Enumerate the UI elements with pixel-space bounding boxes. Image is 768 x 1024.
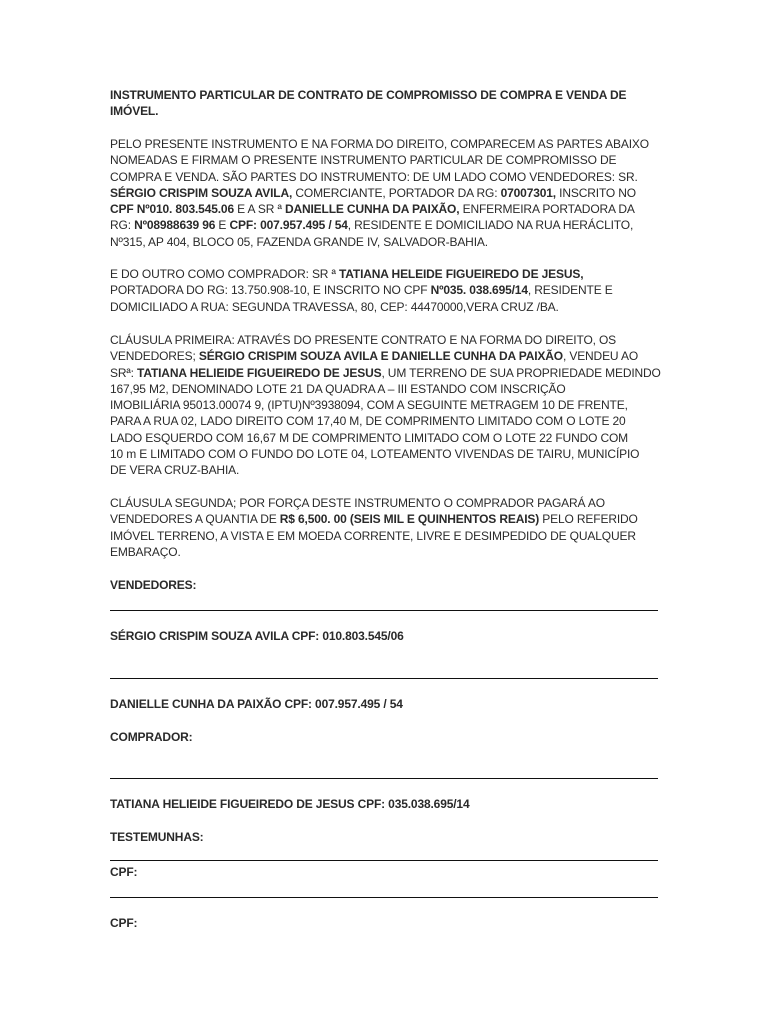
- text-line: [110, 413, 660, 429]
- buyer-label: COMPRADOR:: [110, 730, 193, 744]
- text-line: [110, 185, 660, 201]
- bold-text-run: TATIANA HELEIDE FIGUEIREDO DE JESUS,: [338, 267, 584, 281]
- text-run: E DO OUTRO COMO COMPRADOR: SR ª: [110, 267, 339, 281]
- text-run: IMÓVEL TERRENO, A VISTA E EM MOEDA CORRENTE, LIVRE E DESIMPEDIDO DE QUALQUER: [110, 528, 636, 543]
- signature-line-witness1: [110, 860, 658, 861]
- text-run: COMPRA E VENDA. SÃO PARTES DO INSTRUMENTO: DE UM LADO COMO VENDEDORES: SR.: [110, 169, 638, 184]
- bold-text-run: 07007301,: [500, 185, 556, 200]
- text-run: VENDEDORES A QUANTIA DE: [110, 512, 280, 527]
- text-run: CLÁUSULA PRIMEIRA: ATRAVÉS DO PRESENTE CONTRATO E NA FORMA DO DIREITO, OS: [110, 333, 617, 347]
- text-run: IMOBILIÁRIA 95013.00074 9, (IPTU)Nº3938094, COM A SEGUINTE METRAGEM 10 DE FRENTE,: [110, 398, 628, 413]
- text-line: [110, 152, 660, 168]
- witnesses-label: TESTEMUNHAS:: [110, 830, 204, 844]
- text-run: COMERCIANTE, PORTADOR DA RG:: [292, 185, 501, 200]
- text-line: [110, 511, 660, 527]
- text-run: PELO PRESENTE INSTRUMENTO E NA FORMA DO DIREITO, COMPARECEM AS PARTES ABAIXO: [110, 137, 649, 151]
- signature-line-buyer: [110, 778, 658, 779]
- text-run: 10 m E LIMITADO COM O FUNDO DO LOTE 04, LOTEAMENTO VIVENDAS DE TAIRU, MUNICÍPIO: [110, 447, 640, 462]
- bold-text-run: CPF: 007.957.495 / 54: [229, 218, 348, 233]
- paragraph-clause-two: [110, 495, 660, 560]
- text-run: , VENDEU AO: [562, 349, 639, 364]
- text-run: , RESIDENTE E: [527, 283, 613, 298]
- text-run: Nº315, AP 404, BLOCO 05, FAZENDA GRANDE IV, SALVADOR-BAHIA.: [110, 234, 488, 249]
- text-line: [110, 136, 660, 152]
- text-run: INSCRITO NO: [555, 185, 636, 200]
- text-line: [110, 282, 660, 298]
- text-line: [110, 266, 660, 282]
- text-run: CLÁUSULA SEGUNDA; POR FORÇA DESTE INSTRUMENTO O COMPRADOR PAGARÁ AO: [110, 496, 605, 510]
- sellers-label: VENDEDORES:: [110, 578, 197, 592]
- text-run: PORTADORA DO RG: 13.750.908-10, E INSCRITO NO CPF: [110, 283, 431, 298]
- text-line: [110, 169, 660, 185]
- text-run: , UM TERRENO DE SUA PROPRIEDADE MEDINDO: [381, 365, 661, 380]
- text-run: PELO REFERIDO: [539, 512, 638, 527]
- text-run: SRª:: [110, 365, 138, 380]
- text-run: RG:: [110, 218, 135, 233]
- text-line: [110, 299, 660, 315]
- text-line: [110, 381, 660, 397]
- paragraph-parties-sellers: [110, 136, 660, 250]
- text-line: [110, 348, 660, 364]
- buyer-signature-name: TATIANA HELIEIDE FIGUEIREDO DE JESUS CPF: 035.038.695/14: [110, 797, 470, 811]
- text-run: 167,95 M2, DENOMINADO LOTE 21 DA QUADRA A – III ESTANDO COM INSCRIÇÃO: [110, 381, 566, 396]
- witness2-cpf: CPF:: [110, 916, 138, 930]
- text-run: DE VERA CRUZ-BAHIA.: [110, 463, 240, 478]
- bold-text-run: TATIANA HELIEIDE FIGUEIREDO DE JESUS: [137, 365, 382, 380]
- contract-title: [110, 87, 660, 120]
- bold-text-run: Nº08988639 96: [134, 218, 216, 233]
- text-run: DOMICILIADO A RUA: SEGUNDA TRAVESSA, 80, CEP: 44470000,VERA CRUZ /BA.: [110, 299, 559, 314]
- text-run: ENFERMEIRA PORTADORA DA: [459, 202, 635, 217]
- bold-text-run: SÉRGIO CRISPIM SOUZA AVILA E DANIELLE CUNHA DA PAIXÃO: [198, 349, 563, 364]
- title-line-1: INSTRUMENTO PARTICULAR DE CONTRATO DE COMPROMISSO DE COMPRA E VENDA DE: [110, 88, 627, 102]
- text-line: [110, 446, 660, 462]
- bold-text-run: DANIELLE CUNHA DA PAIXÃO,: [284, 202, 460, 217]
- text-run: PARA A RUA 02, LADO DIREITO COM 17,40 M, DE COMPRIMENTO LIMITADO COM O LOTE 20: [110, 414, 626, 429]
- text-line: [110, 201, 660, 217]
- text-line: [110, 365, 660, 381]
- paragraph-clause-one: [110, 332, 660, 479]
- text-line: [110, 234, 660, 250]
- text-run: LADO ESQUERDO COM 16,67 M DE COMPRIMENTO LIMITADO COM O LOTE 22 FUNDO COM: [110, 430, 629, 445]
- text-line: [110, 332, 660, 348]
- paragraph-buyer: [110, 266, 660, 315]
- text-run: NOMEADAS E FIRMAM O PRESENTE INSTRUMENTO PARTICULAR DE COMPROMISSO DE: [110, 153, 617, 168]
- text-run: , RESIDENTE E DOMICILIADO NA RUA HERÁCLITO,: [347, 218, 634, 233]
- text-run: VENDEDORES;: [110, 349, 199, 364]
- signature-line-seller1: [110, 610, 658, 611]
- bold-text-run: R$ 6,500. 00 (SEIS MIL E QUINHENTOS REAIS): [279, 512, 540, 527]
- bold-text-run: SÉRGIO CRISPIM SOUZA AVILA,: [110, 185, 293, 200]
- text-line: [110, 462, 660, 478]
- text-run: EMBARAÇO.: [110, 544, 181, 559]
- text-line: [110, 544, 660, 560]
- bold-text-run: Nº035. 038.695/14: [430, 283, 528, 298]
- text-run: E: [215, 218, 230, 233]
- witness1-cpf: CPF:: [110, 865, 138, 879]
- text-run: E A SR ª: [233, 202, 285, 217]
- text-line: [110, 495, 660, 511]
- text-line: [110, 217, 660, 233]
- title-line-2: IMÓVEL.: [110, 104, 159, 119]
- seller2-signature-name: DANIELLE CUNHA DA PAIXÃO CPF: 007.957.495 / 54: [110, 697, 403, 711]
- signature-line-witness2: [110, 897, 658, 898]
- text-line: [110, 397, 660, 413]
- bold-text-run: CPF Nº010. 803.545.06: [110, 202, 234, 217]
- seller1-signature-name: SÉRGIO CRISPIM SOUZA AVILA CPF: 010.803.545/06: [110, 629, 404, 643]
- signature-line-seller2: [110, 678, 658, 679]
- text-line: [110, 528, 660, 544]
- text-line: [110, 430, 660, 446]
